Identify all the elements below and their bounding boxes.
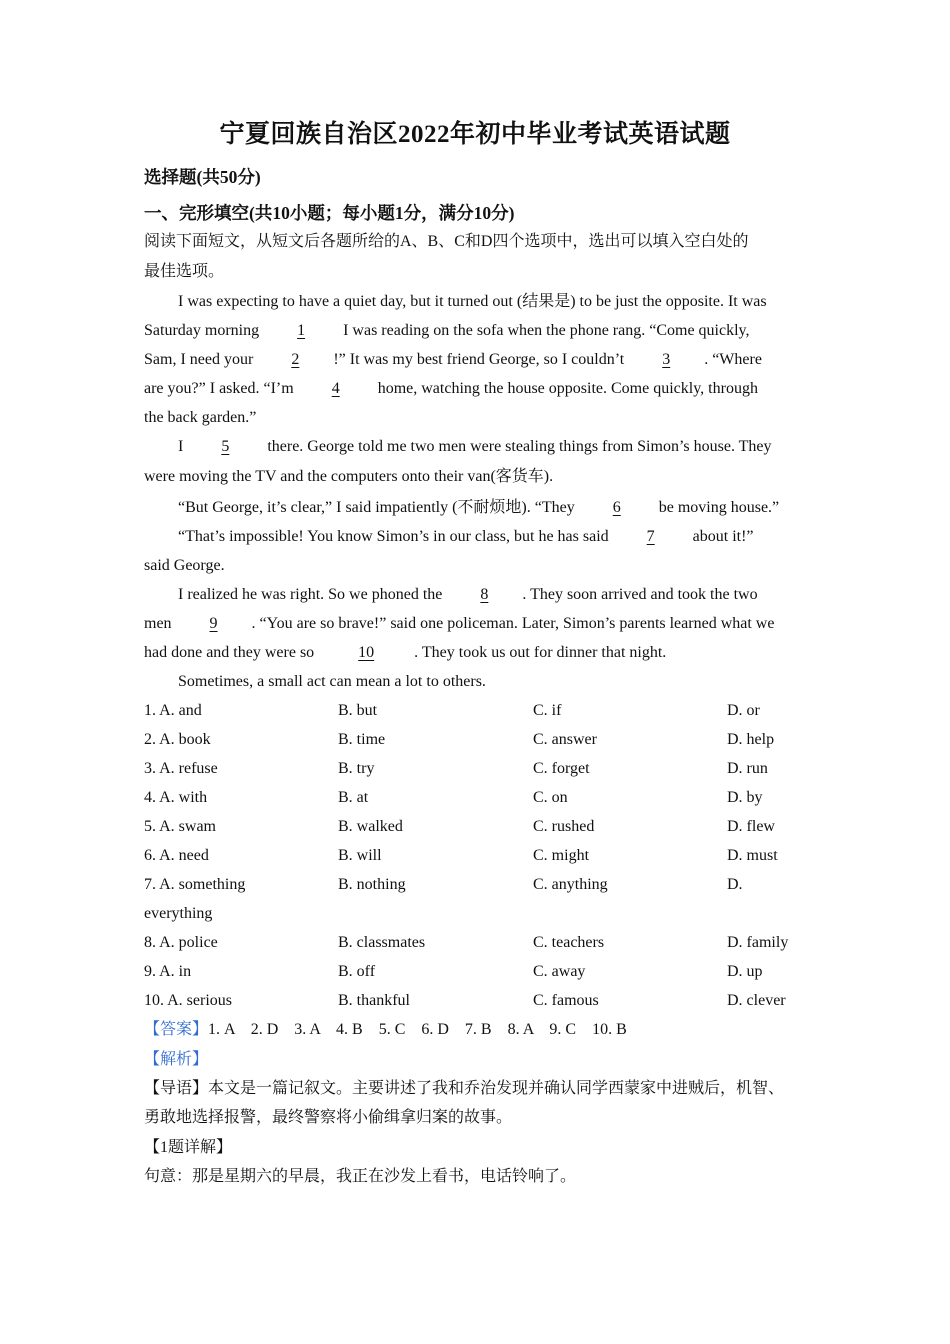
answer-line	[144, 1020, 627, 1040]
option-b: B. at	[338, 789, 369, 806]
option-d: D. up	[727, 963, 763, 980]
option-a: 1. A. and	[144, 702, 202, 719]
blank-5: 5	[221, 438, 230, 455]
option-c: C. forget	[533, 760, 590, 777]
passage-line: I 5 there. George told me two men were stealing things from Simon’s house. They	[178, 438, 772, 455]
option-b: B. thankful	[338, 992, 410, 1009]
blank-6: 6	[612, 499, 621, 516]
passage-line: men 9 . “You are so brave!” said one policeman. Later, Simon’s parents learned what we	[144, 615, 775, 632]
detail-text: 句意：那是星期六的早晨，我正在沙发上看书，电话铃响了。	[144, 1168, 577, 1185]
analysis-label: 【解析】	[144, 1051, 209, 1068]
option-d: D. by	[727, 789, 763, 806]
option-c: C. might	[533, 847, 590, 864]
blank-10: 10	[358, 644, 375, 661]
option-d: D. flew	[727, 818, 775, 835]
option-b: B. classmates	[338, 934, 426, 951]
option-c: C. away	[533, 963, 586, 980]
option-d: D. clever	[727, 992, 786, 1009]
option-a: 5. A. swam	[144, 818, 216, 835]
option-b: B. nothing	[338, 876, 406, 893]
option-d: D. or	[727, 702, 760, 719]
option-d: D. run	[727, 760, 768, 777]
blank-4: 4	[331, 380, 340, 397]
passage-line: Saturday morning 1 I was reading on the sofa when the phone rang. “Come quickly,	[144, 322, 750, 339]
option-b: B. will	[338, 847, 382, 864]
part-heading: 一、完形填空(共10小题；每小题1分，满分10分)	[144, 203, 515, 223]
instruction-line-1: 阅读下面短文，从短文后各题所给的A、B、C和D四个选项中，选出可以填入空白处的	[144, 233, 749, 250]
blank-3: 3	[662, 351, 671, 368]
option-c: C. on	[533, 789, 568, 806]
passage-line: “That’s impossible! You know Simon’s in our class, but he has said 7 about it!”	[178, 528, 754, 545]
passage-line: I was expecting to have a quiet day, but it turned out (结果是) to be just the opposite. It was	[178, 293, 767, 310]
blank-9: 9	[209, 615, 218, 632]
option-c: C. answer	[533, 731, 597, 748]
option-d: D.	[727, 876, 743, 893]
guide-line-1: 【导语】本文是一篇记叙文。主要讲述了我和乔治发现并确认同学西蒙家中进贼后，机智、	[144, 1080, 785, 1097]
guide-line-2: 勇敢地选择报警，最终警察将小偷缉拿归案的故事。	[144, 1109, 513, 1126]
option-d: D. help	[727, 731, 775, 748]
option-d: D. family	[727, 934, 789, 951]
passage-line: said George.	[144, 557, 225, 574]
option-c: C. if	[533, 702, 562, 719]
option-b: B. but	[338, 702, 378, 719]
option-a: 6. A. need	[144, 847, 209, 864]
instruction-line-2: 最佳选项。	[144, 263, 225, 280]
option-a: 3. A. refuse	[144, 760, 218, 777]
passage-line: the back garden.”	[144, 409, 257, 426]
option-a: 4. A. with	[144, 789, 208, 806]
option-b: B. walked	[338, 818, 403, 835]
blank-1: 1	[297, 322, 306, 339]
blank-7: 7	[646, 528, 655, 545]
passage-line: were moving the TV and the computers onto their van(客货车).	[144, 468, 554, 485]
option-a: 8. A. police	[144, 934, 218, 951]
answer-values: 1. A 2. D 3. A 4. B 5. C 6. D 7. B 8. A 9. C 10. B	[208, 1021, 627, 1038]
option-c: C. teachers	[533, 934, 605, 951]
section-heading: 选择题(共50分)	[144, 167, 261, 187]
option-a: 9. A. in	[144, 963, 192, 980]
passage-line: had done and they were so 10 . They took us out for dinner that night.	[144, 644, 667, 661]
blank-2: 2	[291, 351, 300, 368]
option-c: C. rushed	[533, 818, 595, 835]
option-c: C. anything	[533, 876, 608, 893]
passage-line: I realized he was right. So we phoned the 8 . They soon arrived and took the two	[178, 586, 758, 603]
option-b: B. try	[338, 760, 375, 777]
passage-line: Sometimes, a small act can mean a lot to others.	[178, 673, 486, 690]
answer-label: 【答案】	[144, 1021, 209, 1038]
option-b: B. time	[338, 731, 386, 748]
option-c: C. famous	[533, 992, 599, 1009]
option-a: 2. A. book	[144, 731, 211, 748]
page-title: 宁夏回族自治区2022年初中毕业考试英语试题	[219, 121, 731, 148]
option-a: 10. A. serious	[144, 992, 232, 1009]
option-d: D. must	[727, 847, 778, 864]
passage-line: are you?” I asked. “I’m 4 home, watching the house opposite. Come quickly, through	[144, 380, 758, 397]
option-b: B. off	[338, 963, 376, 980]
passage-line: “But George, it’s clear,” I said impatiently (不耐烦地). “They 6 be moving house.”	[178, 499, 780, 516]
option-a: 7. A. something	[144, 876, 246, 893]
blank-8: 8	[480, 586, 489, 603]
detail-label: 【1题详解】	[144, 1139, 233, 1156]
passage-line: Sam, I need your 2 !” It was my best friend George, so I couldn’t 3 . “Where	[144, 351, 762, 368]
option-d-wrap: everything	[144, 905, 213, 922]
